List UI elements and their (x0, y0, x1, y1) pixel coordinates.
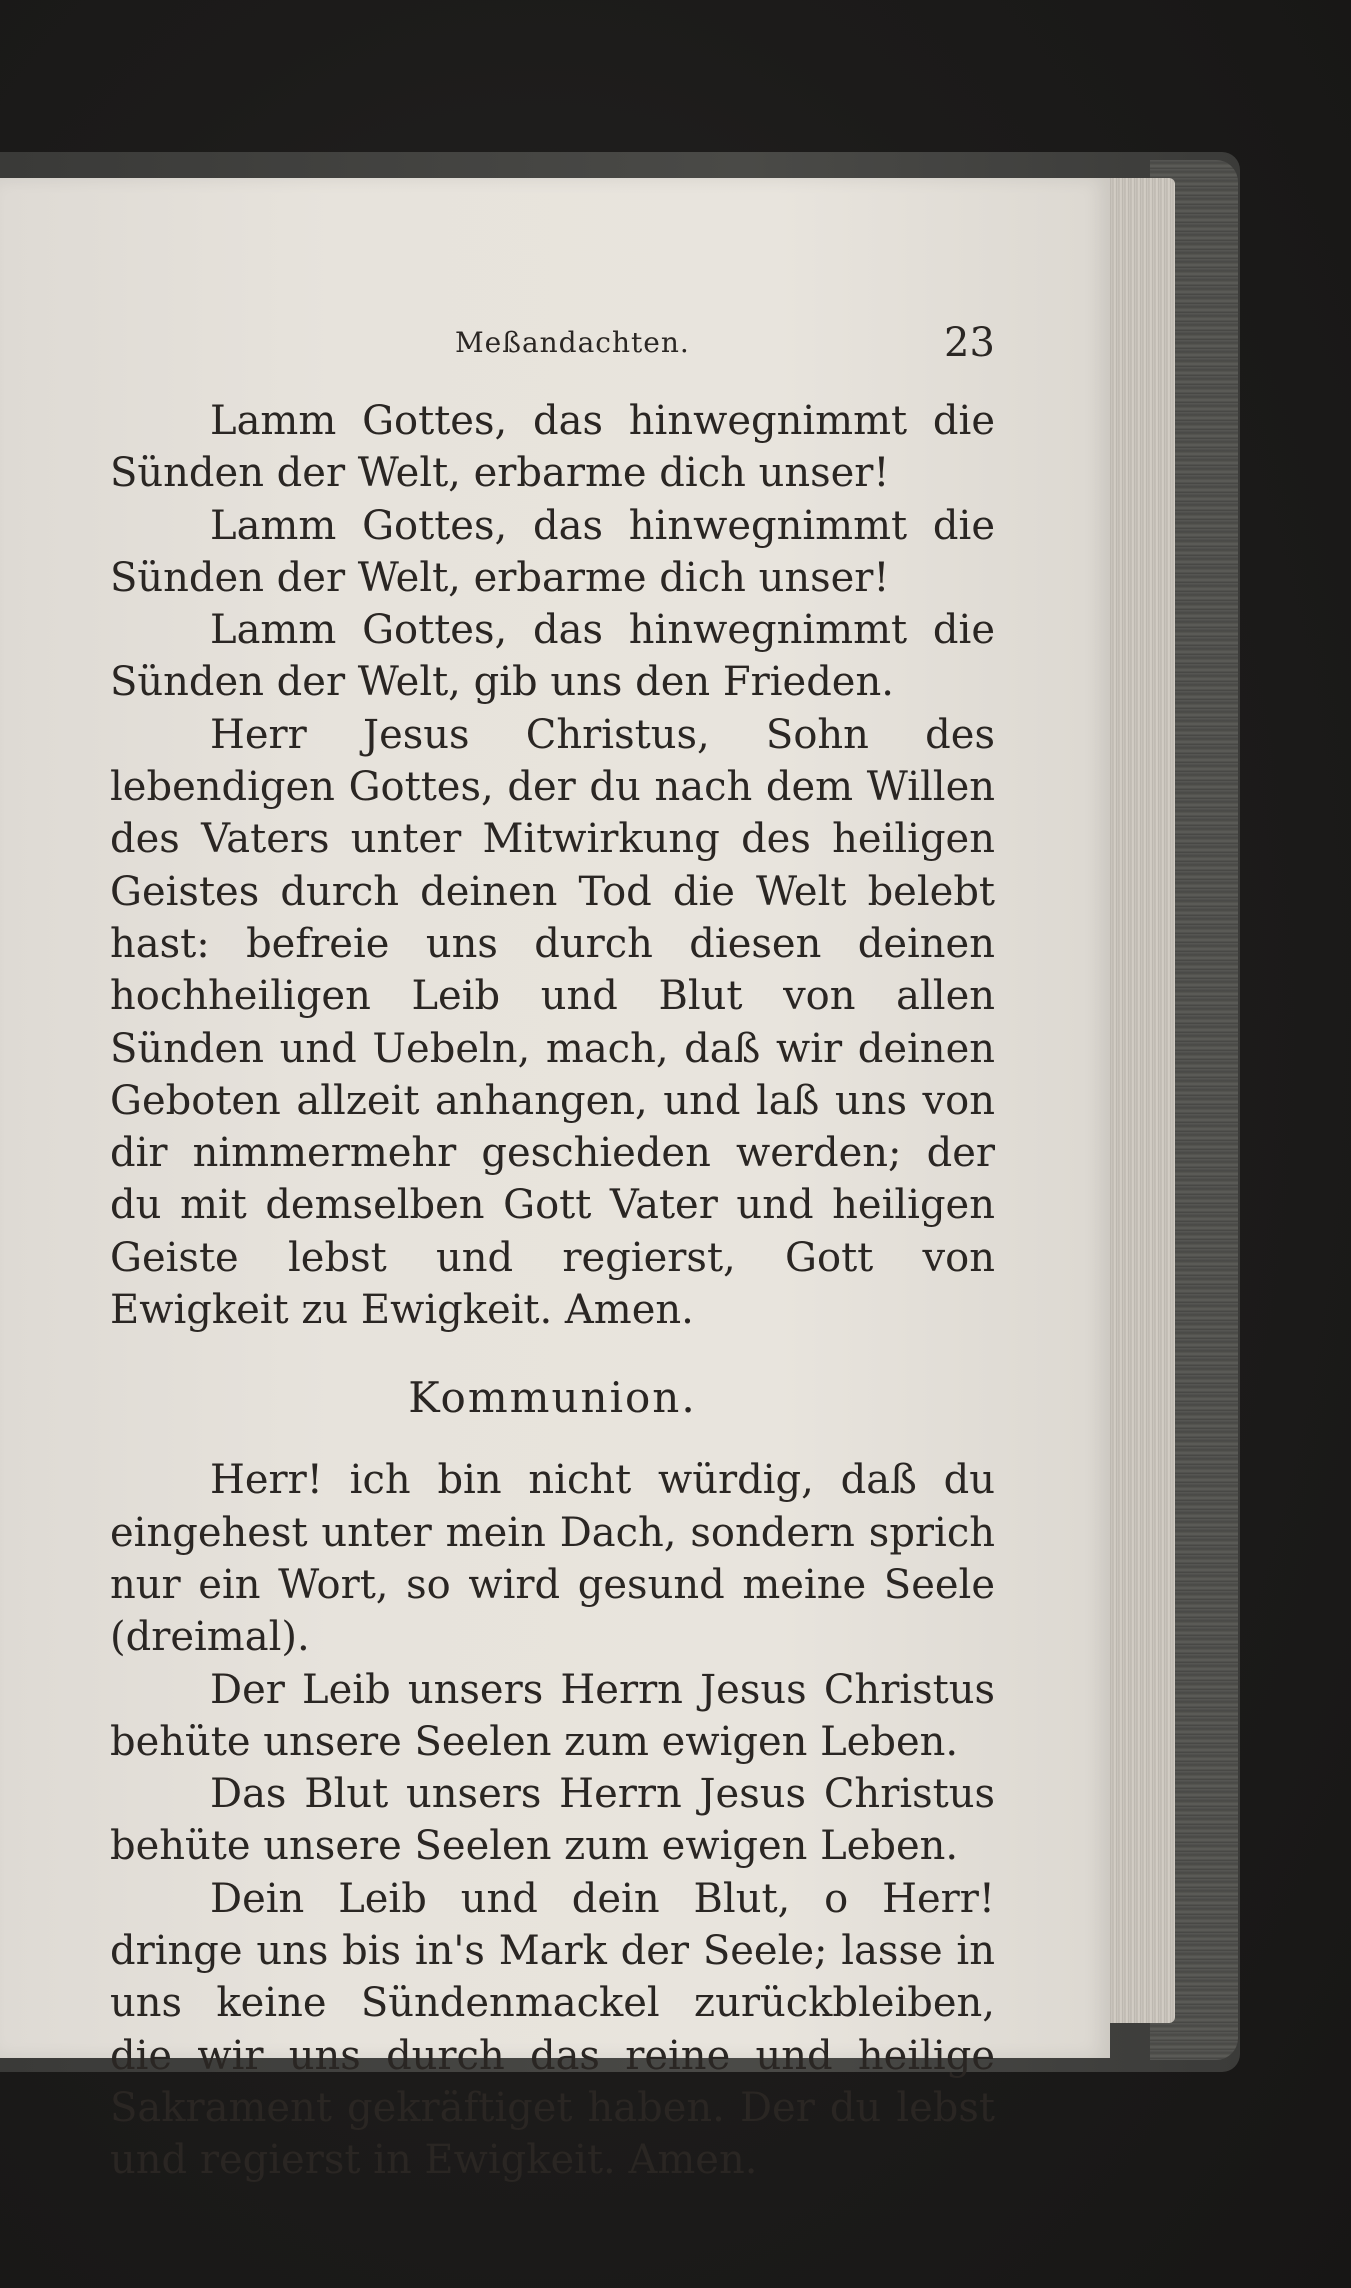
paragraph: Dein Leib und dein Blut, o Herr! dringe uns bis in's Mark der Seele; lasse in uns keine Sündenmackel zurückbleiben, die wir uns durch das reine und heilige Sakrament gekräftiget haben. Der du lebst und regierst in Ewigkeit. Amen. (110, 1875, 995, 2184)
running-title: Meßandachten. (455, 326, 690, 359)
paragraph: Lamm Gottes, das hinwegnimmt die Sünden der Welt, erbarme dich unser! (110, 502, 995, 601)
paragraph: Das Blut unsers Herrn Jesus Christus behüte unsere Seelen zum ewigen Leben. (110, 1771, 995, 1870)
page-header (0, 318, 1110, 378)
section-heading: Kommunion. (408, 1373, 697, 1423)
page-text (110, 395, 995, 2187)
page-stack-edge (1105, 178, 1175, 2023)
paragraph: Lamm Gottes, das hinwegnimmt die Sünden der Welt, erbarme dich unser! (110, 398, 995, 497)
paragraph: Der Leib unsers Herrn Jesus Christus behüte unsere Seelen zum ewigen Leben. (110, 1666, 995, 1765)
paragraph: Herr Jesus Christus, Sohn des lebendigen Gottes, der du nach dem Willen des Vaters unter Mitwirkung des heiligen Geistes durch deinen Tod die Welt belebt hast: befreie uns durch diesen deinen hochheiligen Leib und Blut von allen Sünden und Uebeln, mach, daß wir deinen Geboten allzeit anhangen, und laß uns von dir nimmermehr geschieden werden; der du mit demselben Gott Vater und heiligen Geiste lebst und regierst, Gott von Ewigkeit zu Ewigkeit. Amen. (110, 711, 995, 1334)
page-number: 23 (944, 320, 995, 366)
paragraph: Lamm Gottes, das hinwegnimmt die Sünden der Welt, gib uns den Frieden. (110, 607, 995, 706)
paragraph: Herr! ich bin nicht würdig, daß du eingehest unter mein Dach, sondern sprich nur ein Wort, so wird gesund meine Seele (dreimal). (110, 1457, 995, 1661)
